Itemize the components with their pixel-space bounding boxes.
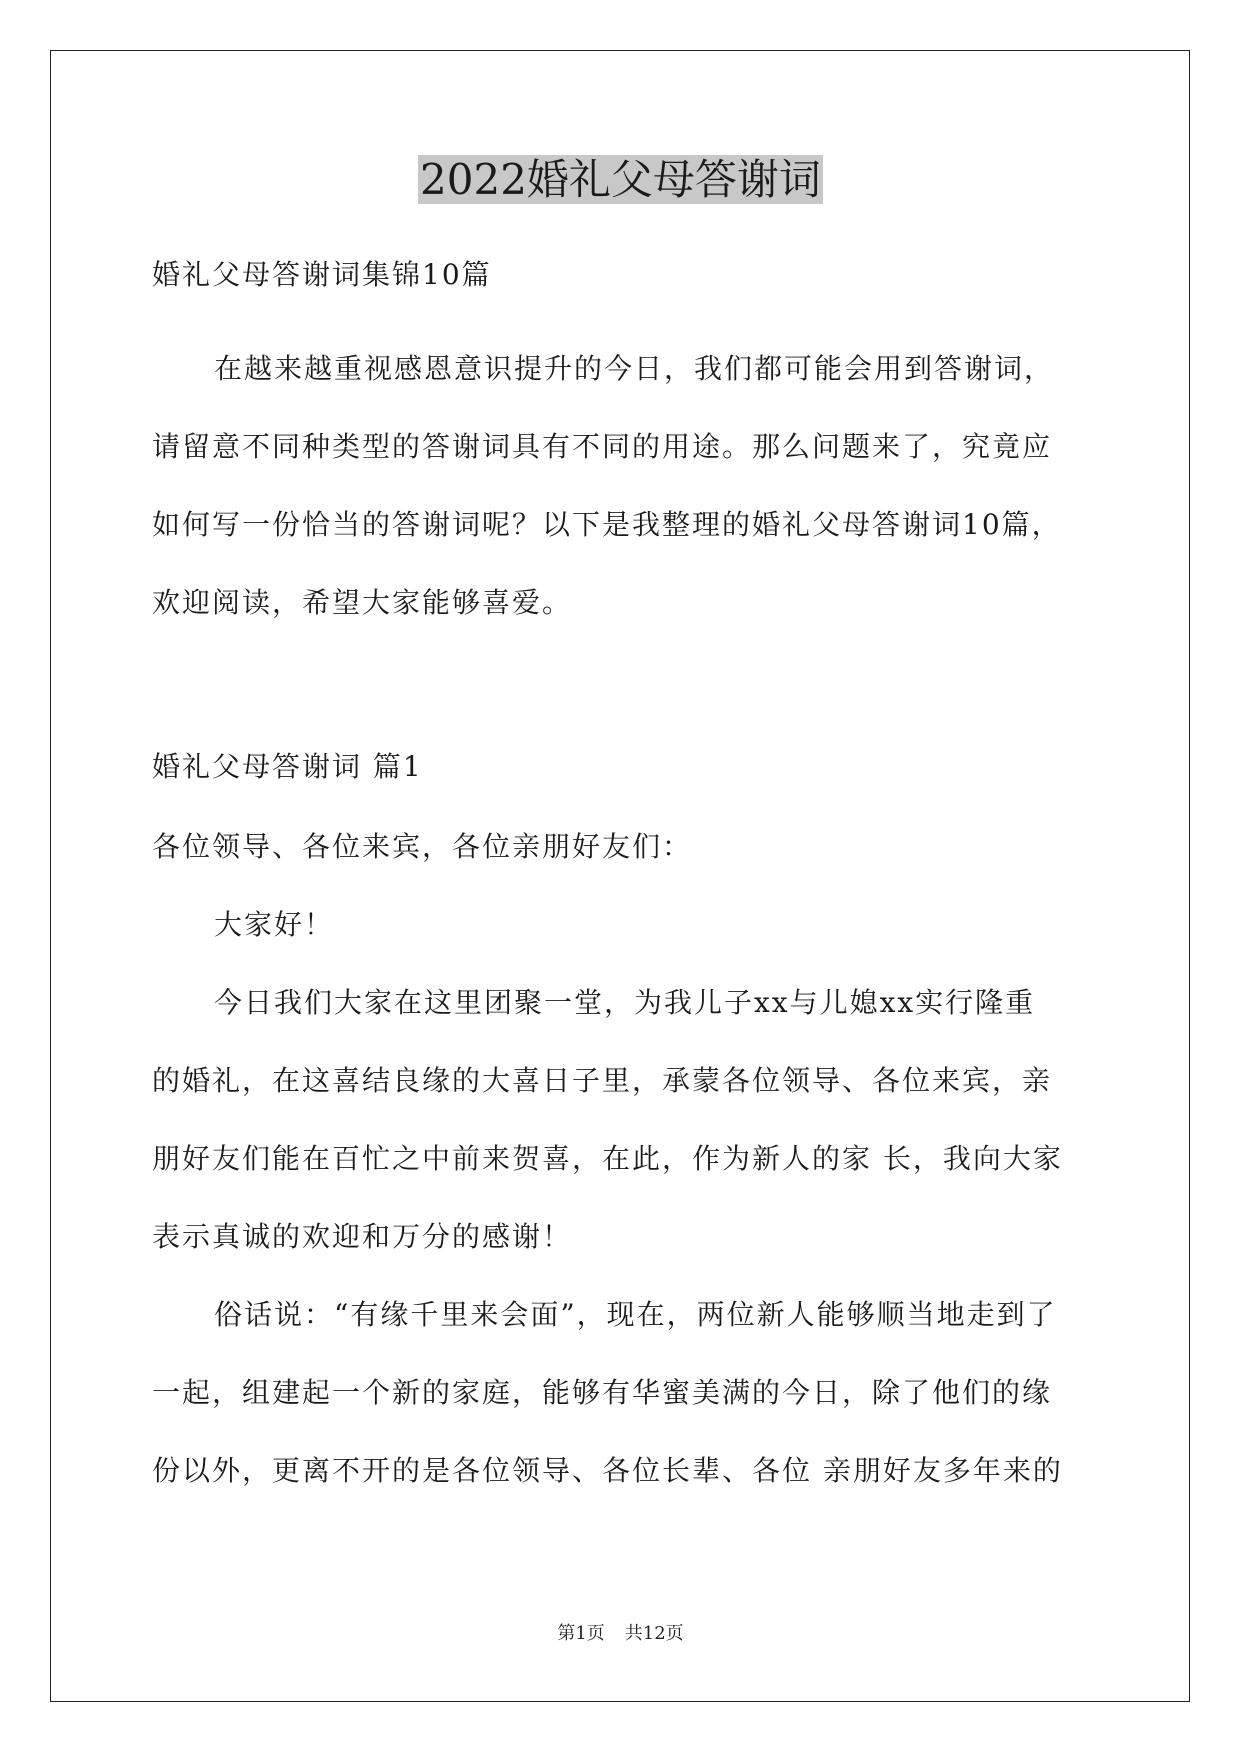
- paragraph-2-line-1: 俗话说：“有缘千里来会面”，现在，两位新人能够顺当地走到了: [214, 1298, 1057, 1331]
- paragraph-1-line-2: 的婚礼，在这喜结良缘的大喜日子里，承蒙各位领导、各位来宾，亲: [152, 1064, 1053, 1097]
- page-total: 共12页: [624, 1623, 684, 1644]
- document-title-text: 2022婚礼父母答谢词: [420, 155, 821, 204]
- paragraph-2-line-2: 一起，组建起一个新的家庭，能够有华蜜美满的今日，除了他们的缘: [152, 1376, 1053, 1409]
- paragraph-1-line-4: 表示真诚的欢迎和万分的感谢！: [152, 1220, 573, 1253]
- paragraph-1-line-1: 今日我们大家在这里团聚一堂，为我儿子xx与儿媳xx实行隆重: [214, 986, 1036, 1019]
- intro-line-2: 请留意不同种类型的答谢词具有不同的用途。那么问题来了，究竟应: [152, 430, 1053, 463]
- intro-line-4: 欢迎阅读，希望大家能够喜爱。: [152, 586, 573, 619]
- paragraph-1-line-3: 朋好友们能在百忙之中前来贺喜，在此，作为新人的家 长，我向大家: [152, 1142, 1063, 1175]
- salutation: 各位领导、各位来宾，各位亲朋好友们：: [152, 830, 693, 863]
- page-number: 第1页: [557, 1623, 605, 1644]
- page-footer: [0, 1622, 1241, 1646]
- document-subtitle: 婚礼父母答谢词集锦10篇: [152, 258, 492, 291]
- document-title: [0, 152, 1241, 208]
- section-heading: 婚礼父母答谢词 篇1: [152, 750, 423, 783]
- intro-line-3: 如何写一份恰当的答谢词呢？以下是我整理的婚礼父母答谢词10篇，: [152, 508, 1062, 541]
- paragraph-2-line-3: 份以外，更离不开的是各位领导、各位长辈、各位 亲朋好友多年来的: [152, 1454, 1063, 1487]
- intro-line-1: 在越来越重视感恩意识提升的今日，我们都可能会用到答谢词，: [214, 352, 1055, 385]
- greeting: 大家好！: [214, 908, 335, 941]
